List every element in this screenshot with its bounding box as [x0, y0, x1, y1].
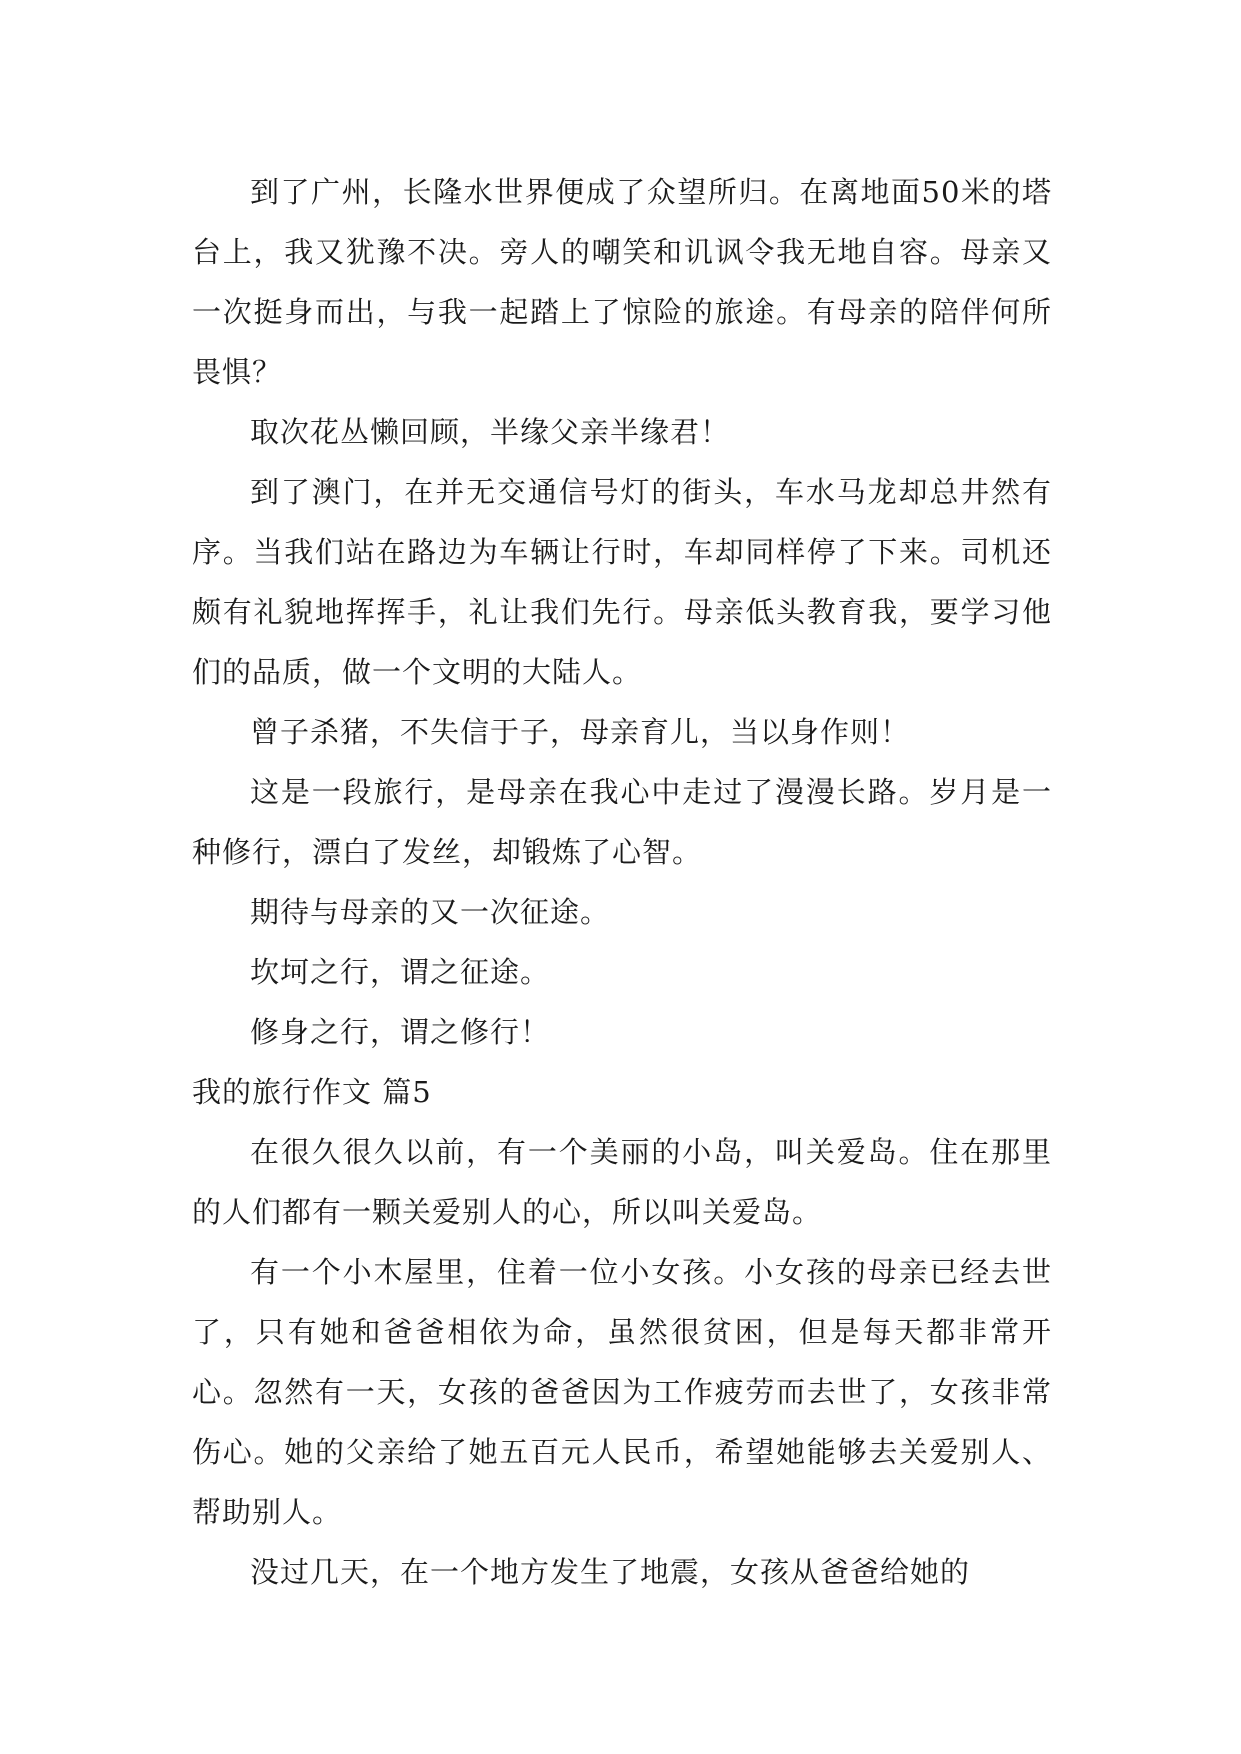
paragraph-island: 在很久很久以前，有一个美丽的小岛，叫关爱岛。住在那里的人们都有一颗关爱别人的心，所以叫关爱岛。 [192, 1135, 1052, 1229]
paragraph-self-cultivation: 修身之行，谓之修行！ [250, 1015, 551, 1049]
paragraph-earthquake: 没过几天，在一个地方发生了地震，女孩从爸爸给她的 [250, 1555, 971, 1589]
section-heading: 我的旅行作文 篇5 [192, 1075, 432, 1109]
paragraph-quote-flowers: 取次花丛懒回顾，半缘父亲半缘君！ [250, 415, 731, 449]
paragraph-journey: 这是一段旅行，是母亲在我心中走过了漫漫长路。岁月是一种修行，漂白了发丝，却锻炼了心智。 [192, 775, 1052, 869]
paragraph-rough-road: 坎坷之行，谓之征途。 [250, 955, 551, 989]
paragraph-quote-zengzi: 曾子杀猪，不失信于子，母亲育儿，当以身作则！ [250, 715, 911, 749]
paragraph-expect: 期待与母亲的又一次征途。 [250, 895, 611, 929]
paragraph-guangzhou: 到了广州，长隆水世界便成了众望所归。在离地面50米的塔台上，我又犹豫不决。旁人的嘲笑和讥讽令我无地自容。母亲又一次挺身而出，与我一起踏上了惊险的旅途。有母亲的陪伴何所畏惧？ [192, 175, 1052, 389]
paragraph-macau: 到了澳门，在并无交通信号灯的街头，车水马龙却总井然有序。当我们站在路边为车辆让行时，车却同样停了下来。司机还颇有礼貌地挥挥手，礼让我们先行。母亲低头教育我，要学习他们的品质，做一个文明的大陆人。 [192, 475, 1052, 689]
paragraph-girl: 有一个小木屋里，住着一位小女孩。小女孩的母亲已经去世了，只有她和爸爸相依为命，虽然很贫困，但是每天都非常开心。忽然有一天，女孩的爸爸因为工作疲劳而去世了，女孩非常伤心。她的父亲给了她五百元人民币，希望她能够去关爱别人、帮助别人。 [192, 1255, 1052, 1529]
document-body [192, 162, 1052, 1602]
